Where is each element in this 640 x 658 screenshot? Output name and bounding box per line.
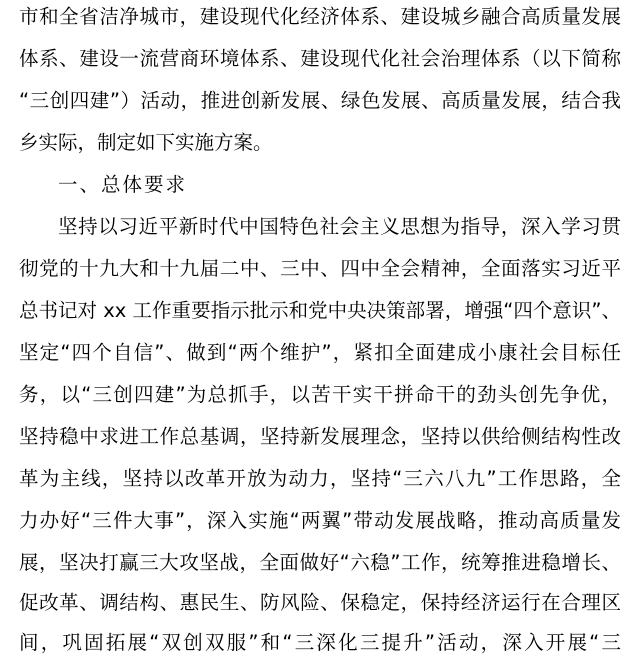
paragraph-line: 促改革、调结构、惠民生、防风险、保稳定，保持经济运行在合理区 [19, 591, 621, 614]
paragraph-line: 坚定“四个自信”、做到“两个维护”，紧扣全面建成小康社会目标任 [19, 341, 621, 364]
paragraph-line: 展，坚决打赢三大攻坚战，全面做好“六稳”工作，统筹推进稳增长、 [19, 551, 621, 574]
paragraph-line: 体系、建设一流营商环境体系、建设现代化社会治理体系（以下简称 [19, 47, 621, 70]
paragraph-line: 乡实际，制定如下实施方案。 [19, 131, 273, 154]
paragraph-line: “三创四建”）活动，推进创新发展、绿色发展、高质量发展，结合我 [19, 89, 621, 112]
paragraph-line: 彻党的十九大和十九届二中、三中、四中全会精神，全面落实习近平 [19, 257, 621, 280]
paragraph-line: 间，巩固拓展“双创双服”和“三深化三提升”活动，深入开展“三 [19, 631, 621, 654]
paragraph-line: 坚持稳中求进工作总基调，坚持新发展理念，坚持以供给侧结构性改 [19, 425, 621, 448]
paragraph-line: 市和全省洁净城市，建设现代化经济体系、建设城乡融合高质量发展 [19, 5, 621, 28]
paragraph-line: 坚持以习近平新时代中国特色社会主义思想为指导，深入学习贯 [58, 215, 621, 238]
section-heading: 一、总体要求 [58, 173, 188, 196]
paragraph-line: 务，以“三创四建”为总抓手，以苦干实干拼命干的劲头创先争优， [19, 383, 621, 406]
paragraph-line: 革为主线，坚持以改革开放为动力，坚持“三六八九”工作思路，全 [19, 467, 621, 490]
paragraph-line: 力办好“三件大事”，深入实施“两翼”带动发展战略，推动高质量发 [19, 509, 621, 532]
paragraph-line: 总书记对 xx 工作重要指示批示和党中央决策部署，增强“四个意识”、 [19, 299, 621, 322]
